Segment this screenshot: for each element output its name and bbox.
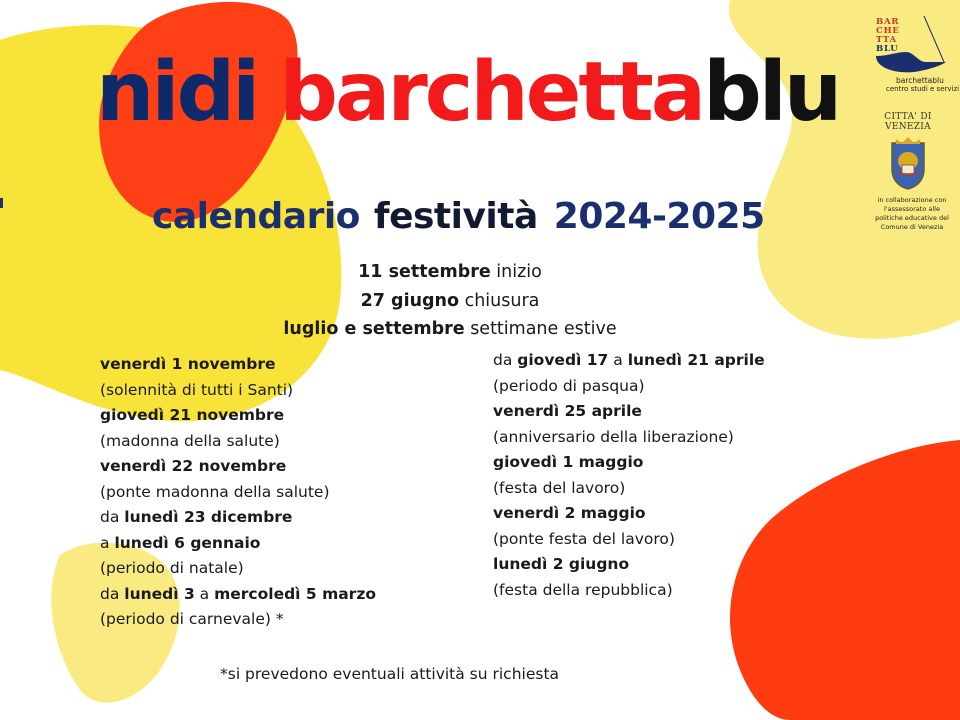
holiday-date-bold: lunedì 21 aprile: [627, 351, 765, 369]
holiday-description: (ponte madonna della salute): [100, 482, 330, 501]
key-date-bold: 27 giugno: [360, 290, 460, 311]
holiday-date: [100, 403, 460, 429]
holiday-description: (periodo di carnevale) *: [100, 610, 284, 628]
holiday-date-connector: a: [194, 584, 215, 603]
holiday-date: [100, 505, 460, 531]
page-subtitle: [152, 196, 765, 237]
citta-di-venezia-line1: CITTA' DI: [884, 112, 932, 122]
holiday-description: (festa del lavoro): [493, 478, 626, 497]
key-date-text: settimane estive: [464, 319, 617, 339]
collaboration-line: l'assessorato alle: [884, 205, 940, 213]
holiday-date-bold: giovedì 21 novembre: [100, 406, 285, 424]
page-title: [96, 45, 840, 140]
holiday-description: (solennità di tutti i Santi): [100, 380, 294, 399]
holiday-description: (madonna della salute): [100, 431, 280, 450]
barchettablu-tagline: centro studi e servizi: [886, 85, 960, 93]
key-date-bold: 11 settembre: [358, 262, 491, 282]
collaboration-line: Comune di Venezia: [880, 223, 944, 231]
holiday-date-bold: venerdì 25 aprile: [493, 402, 642, 420]
holiday-date: [100, 582, 460, 608]
holiday-date-bold: lunedì 3: [124, 584, 195, 603]
holiday-description: (festa della repubblica): [493, 580, 673, 599]
title-word-blu: blu: [703, 45, 840, 140]
holiday-date-prefix: a: [100, 533, 115, 552]
citta-di-venezia-line2: VENEZIA: [885, 122, 931, 132]
key-date-text: inizio: [490, 262, 542, 282]
holiday-description: (periodo di pasqua): [493, 376, 645, 395]
title-word-barchetta: barchetta: [279, 45, 704, 140]
holiday-date-bold: lunedì 23 dicembre: [124, 508, 293, 526]
barchettablu-logo: [866, 12, 960, 100]
holiday-date-bold: venerdì 2 maggio: [493, 504, 646, 522]
key-date-line: [250, 258, 650, 287]
holiday-date: [100, 454, 460, 480]
title-word-nidi: nidi: [96, 45, 258, 140]
holiday-date: [493, 399, 823, 425]
logo-letters: BAR: [876, 17, 900, 27]
key-date-text: chiusura: [459, 290, 540, 311]
holiday-date: [100, 531, 460, 557]
footnote: *si prevedono eventuali attività su richiesta: [220, 665, 560, 683]
holiday-date-bold: giovedì 17: [517, 351, 609, 369]
collaboration-line: politiche educative del: [875, 214, 949, 222]
citta-di-venezia-logo: [878, 112, 938, 196]
holiday-date-prefix: da: [493, 351, 518, 369]
holidays-list-right: [493, 348, 823, 603]
logo-letters: TTA: [876, 35, 897, 45]
holiday-date: [100, 352, 460, 378]
barchettablu-logo-text: [876, 18, 900, 54]
holiday-date-bold: venerdì 1 novembre: [100, 355, 276, 373]
holiday-date: [493, 348, 823, 374]
holiday-description: (periodo di natale): [100, 559, 244, 577]
holiday-date: [493, 501, 823, 527]
venezia-coat-of-arms-icon: [886, 135, 930, 191]
holiday-date-connector: a: [608, 351, 628, 369]
subtitle-word-festivita: festività: [373, 196, 538, 237]
left-edge-mark: [0, 198, 3, 208]
key-dates: [250, 258, 650, 344]
holiday-date-bold: mercoledì 5 marzo: [214, 584, 376, 603]
holiday-date: [493, 552, 823, 578]
holiday-date-bold: venerdì 22 novembre: [100, 457, 287, 475]
holiday-date-prefix: da: [100, 584, 125, 603]
holiday-description: (ponte festa del lavoro): [493, 529, 675, 548]
holiday-date: [493, 450, 823, 476]
key-date-line: [250, 287, 650, 316]
key-date-line: [250, 315, 650, 344]
holiday-date-bold: lunedì 2 giugno: [493, 555, 630, 573]
collaboration-caption: [866, 196, 958, 232]
holiday-date-bold: giovedì 1 maggio: [493, 453, 644, 471]
subtitle-year: 2024-2025: [553, 196, 765, 237]
barchettablu-caption: barchettablu: [896, 76, 944, 85]
subtitle-word-calendario: calendario: [152, 196, 360, 237]
holiday-date-prefix: da: [100, 508, 125, 526]
logo-letters: BLU: [876, 44, 899, 54]
collaboration-line: in collaborazione con: [877, 196, 947, 204]
holiday-description: (anniversario della liberazione): [493, 427, 734, 446]
key-date-bold: luglio e settembre: [283, 319, 465, 339]
logo-letters: CHE: [876, 26, 900, 36]
holidays-list-left: [100, 352, 460, 633]
holiday-date-bold: lunedì 6 gennaio: [114, 533, 261, 552]
